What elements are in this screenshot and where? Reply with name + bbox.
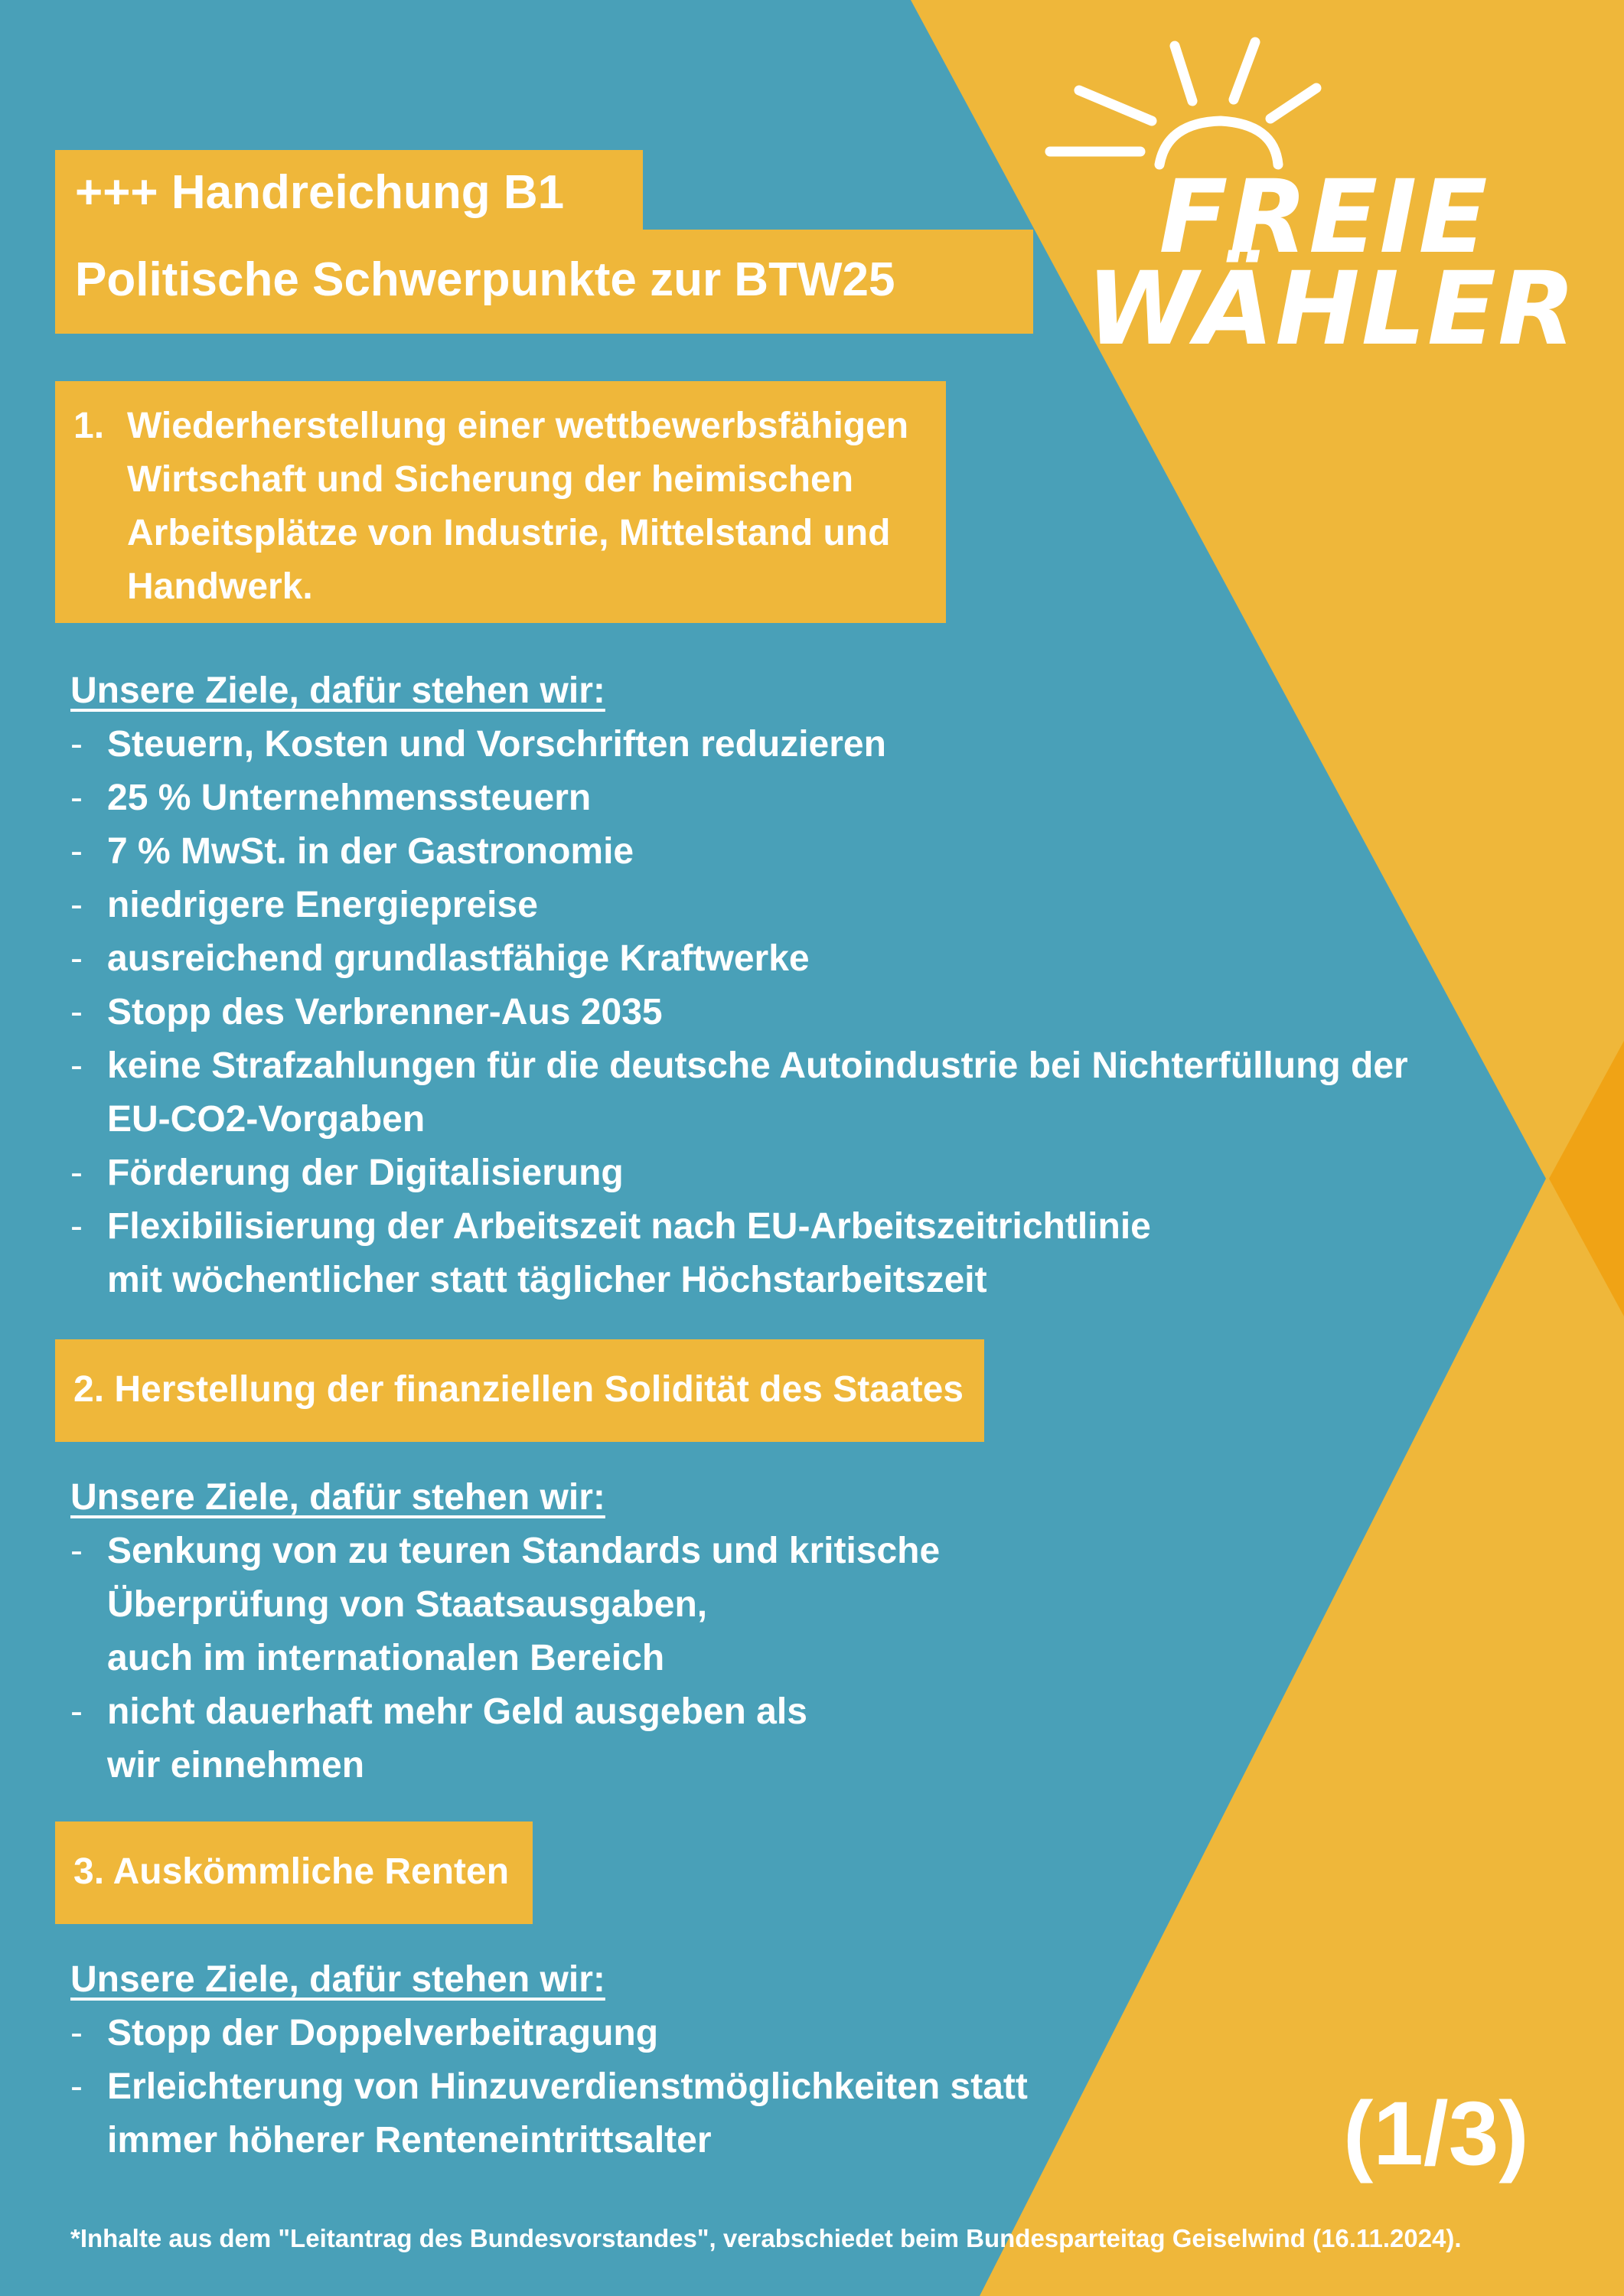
list-item-text: Senkung von zu teuren Standards und kritische — [107, 1531, 941, 1571]
list-item-text: Stopp der Doppelverbeitragung — [107, 2013, 659, 2053]
page-indicator: (1/3) — [1343, 2083, 1529, 2184]
list-item — [70, 1685, 989, 1792]
goals-list — [70, 718, 1448, 1307]
goals-list — [70, 2007, 1142, 2167]
list-item-text: niedrigere Energiepreise — [107, 885, 538, 925]
dash-bullet: - — [70, 724, 83, 765]
list-item-text: Stopp des Verbrenner-Aus 2035 — [107, 992, 663, 1032]
list-item-text: Flexibilisierung der Arbeitszeit nach EU-Arbeitszeitrichtlinie — [107, 1206, 1151, 1247]
dash-bullet: - — [70, 992, 83, 1032]
list-item-text: immer höherer Renteneintrittsalter — [107, 2120, 712, 2161]
section-2-goals — [70, 1471, 989, 1792]
section-3-heading: 3. Auskömmliche Renten — [55, 1821, 533, 1924]
list-item-text: wir einnehmen — [107, 1745, 365, 1786]
list-item-text: ausreichend grundlastfähige Kraftwerke — [107, 938, 810, 979]
dash-bullet: - — [70, 885, 83, 925]
list-item-text: Erleichterung von Hinzuverdienstmöglichkeiten statt — [107, 2066, 1028, 2107]
footnote: *Inhalte aus dem "Leitantrag des Bundesvorstandes", verabschiedet beim Bundesparteitag Geiselwind (16.11.2024). — [70, 2224, 1462, 2252]
list-item — [70, 1146, 1448, 1200]
dash-bullet: - — [70, 1531, 83, 1571]
dash-bullet: - — [70, 831, 83, 872]
section-1-number: 1. — [73, 406, 105, 446]
list-item-text: EU-CO2-Vorgaben — [107, 1099, 426, 1140]
section-1-heading — [55, 381, 946, 623]
logo-freie-text: FREIE — [1159, 158, 1489, 276]
list-item-text: nicht dauerhaft mehr Geld ausgeben als — [107, 1691, 807, 1732]
list-item-text: auch im internationalen Bereich — [107, 1638, 665, 1678]
dash-bullet: - — [70, 778, 83, 818]
list-item — [70, 2060, 1142, 2167]
section-2-heading: 2. Herstellung der finanziellen Solidität des Staates — [55, 1339, 984, 1442]
dash-bullet: - — [70, 1045, 83, 1086]
title-line-1: +++ Handreichung B1 — [55, 150, 643, 230]
list-item-text: 25 % Unternehmenssteuern — [107, 778, 592, 818]
dash-bullet: - — [70, 1153, 83, 1193]
list-item — [70, 986, 1448, 1039]
section-1-goals — [70, 664, 1448, 1307]
list-item-text: keine Strafzahlungen für die deutsche Autoindustrie bei Nichterfüllung der — [107, 1045, 1408, 1086]
dash-bullet: - — [70, 1691, 83, 1732]
dash-bullet: - — [70, 2013, 83, 2053]
list-item — [70, 932, 1448, 986]
list-item-text: Förderung der Digitalisierung — [107, 1153, 624, 1193]
goals-list — [70, 1525, 989, 1792]
list-item — [70, 1039, 1448, 1146]
goals-heading: Unsere Ziele, dafür stehen wir: — [70, 1959, 605, 2000]
section-1-heading-text — [127, 400, 931, 614]
list-item — [70, 771, 1448, 825]
section-1-heading-line: Handwerk. — [127, 566, 313, 607]
dash-bullet: - — [70, 1206, 83, 1247]
section-1-heading-line: Wiederherstellung einer wettbewerbsfähigen — [127, 406, 909, 446]
dash-bullet: - — [70, 938, 83, 979]
list-item-text: Steuern, Kosten und Vorschriften reduzieren — [107, 724, 886, 765]
dash-bullet: - — [70, 2066, 83, 2107]
section-1-heading-line: Arbeitsplätze von Industrie, Mittelstand und — [127, 513, 891, 553]
goals-heading: Unsere Ziele, dafür stehen wir: — [70, 670, 605, 711]
list-item — [70, 1525, 989, 1685]
freie-waehler-logo — [1033, 31, 1600, 368]
list-item — [70, 1200, 1448, 1307]
list-item — [70, 2007, 1142, 2060]
list-item — [70, 825, 1448, 879]
list-item — [70, 879, 1448, 932]
goals-heading: Unsere Ziele, dafür stehen wir: — [70, 1477, 605, 1518]
section-3-goals — [70, 1953, 1142, 2167]
list-item — [70, 718, 1448, 771]
title-line-2: Politische Schwerpunkte zur BTW25 — [55, 230, 1033, 334]
section-1-heading-line: Wirtschaft und Sicherung der heimischen — [127, 459, 854, 500]
list-item-text: 7 % MwSt. in der Gastronomie — [107, 831, 634, 872]
list-item-text: Überprüfung von Staatsausgaben, — [107, 1584, 708, 1625]
logo-waehler-text: WÄHLER — [1086, 250, 1577, 368]
list-item-text: mit wöchentlicher statt täglicher Höchstarbeitszeit — [107, 1260, 987, 1300]
